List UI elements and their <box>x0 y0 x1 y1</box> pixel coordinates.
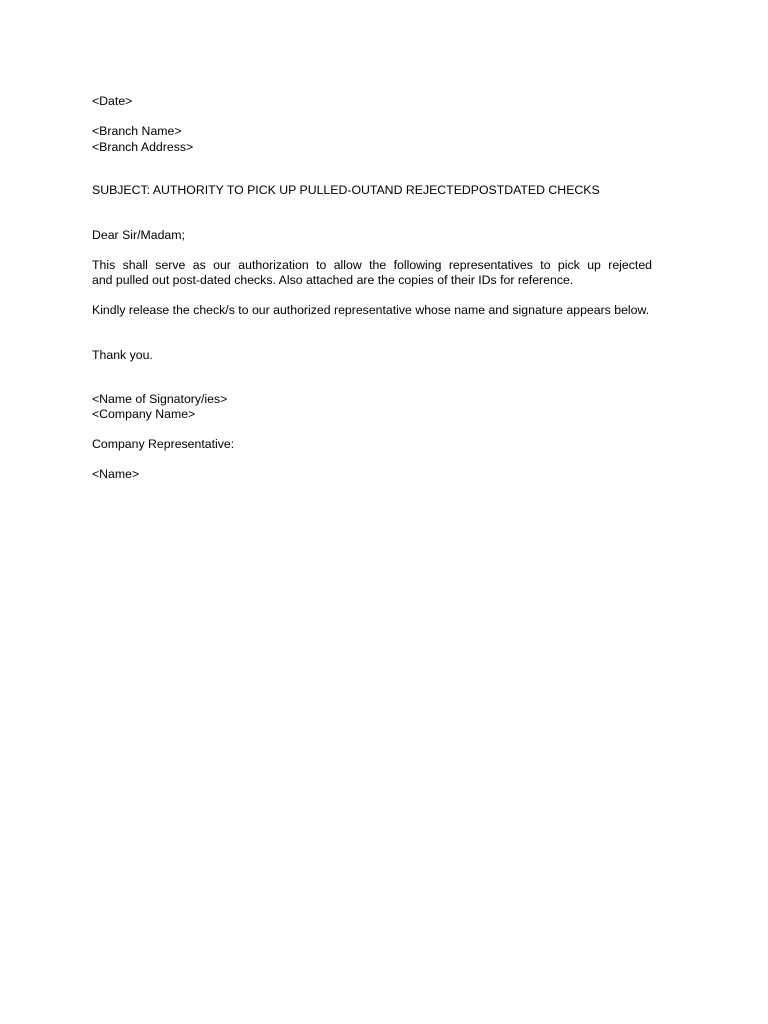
representative-name: <Name> <box>92 467 140 481</box>
salutation: Dear Sir/Madam; <box>92 228 185 242</box>
date-placeholder: <Date> <box>92 94 133 108</box>
company-name: <Company Name> <box>92 407 196 421</box>
branch-address: <Branch Address> <box>92 140 194 154</box>
signatory-name: <Name of Signatory/ies> <box>92 392 228 406</box>
representative-label: Company Representative: <box>92 437 235 451</box>
body-paragraph-1-line-2: and pulled out post-dated checks. Also attached are the copies of their IDs for reference. <box>92 273 574 287</box>
body-paragraph-1-line-1: This shall serve as our authorization to allow the following representatives to pick up rejected <box>92 258 652 272</box>
subject-line: SUBJECT: AUTHORITY TO PICK UP PULLED-OUTAND REJECTEDPOSTDATED CHECKS <box>92 183 600 197</box>
closing: Thank you. <box>92 348 153 362</box>
branch-name: <Branch Name> <box>92 124 182 138</box>
body-paragraph-2: Kindly release the check/s to our authorized representative whose name and signature appears below. <box>92 303 650 317</box>
